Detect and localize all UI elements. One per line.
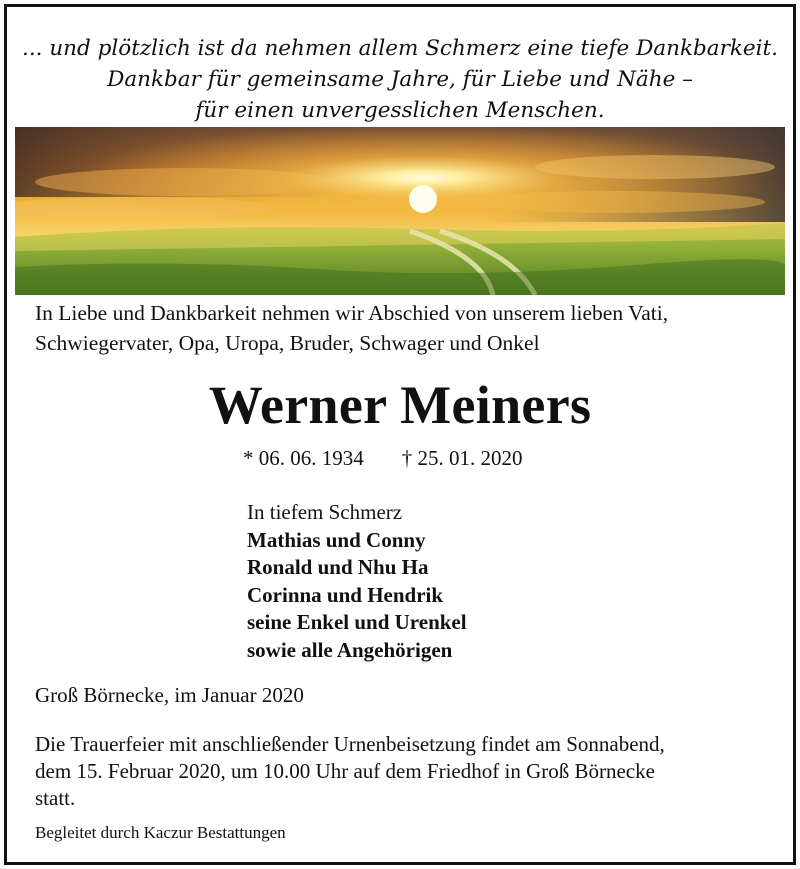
life-dates — [243, 443, 523, 473]
intro-text — [35, 298, 780, 358]
place-and-date: Groß Börnecke, im Januar 2020 — [35, 683, 304, 707]
mourner-name: Corinna und Hendrik — [247, 582, 444, 607]
intro-line-2: Schwiegervater, Opa, Uropa, Bruder, Schwager und Onkel — [35, 331, 540, 355]
ceremony-info — [35, 731, 785, 812]
quote — [7, 33, 793, 126]
undertaker-credit: Begleitet durch Kaczur Bestattungen — [35, 823, 286, 842]
mourners-list — [247, 499, 467, 664]
quote-line-2: Dankbar für gemeinsame Jahre, für Liebe und Nähe – — [107, 67, 693, 92]
death-date: † 25. 01. 2020 — [401, 446, 523, 470]
mourners-heading: In tiefem Schmerz — [247, 500, 403, 524]
quote-line-3: für einen unvergesslichen Menschen. — [195, 98, 605, 123]
deceased-name: Werner Meiners — [208, 375, 592, 435]
ceremony-line-1: Die Trauerfeier mit anschließender Urnenbeisetzung findet am Sonnabend, — [35, 732, 665, 756]
mourner-name: Mathias und Conny — [247, 527, 426, 552]
intro-line-1: In Liebe und Dankbarkeit nehmen wir Abschied von unserem lieben Vati, — [35, 301, 669, 325]
quote-line-1: ... und plötzlich ist da nehmen allem Schmerz eine tiefe Dankbarkeit. — [22, 36, 778, 61]
sunset-field-image — [15, 127, 785, 295]
birth-date: * 06. 06. 1934 — [243, 446, 364, 470]
ceremony-line-2: dem 15. Februar 2020, um 10.00 Uhr auf dem Friedhof in Groß Börnecke — [35, 759, 655, 783]
obituary-notice — [4, 4, 796, 865]
mourner-name: seine Enkel und Urenkel — [247, 610, 467, 634]
ceremony-line-3: statt. — [35, 786, 76, 810]
mourner-name: Ronald und Nhu Ha — [247, 555, 429, 579]
mourner-name: sowie alle Angehörigen — [247, 637, 453, 662]
